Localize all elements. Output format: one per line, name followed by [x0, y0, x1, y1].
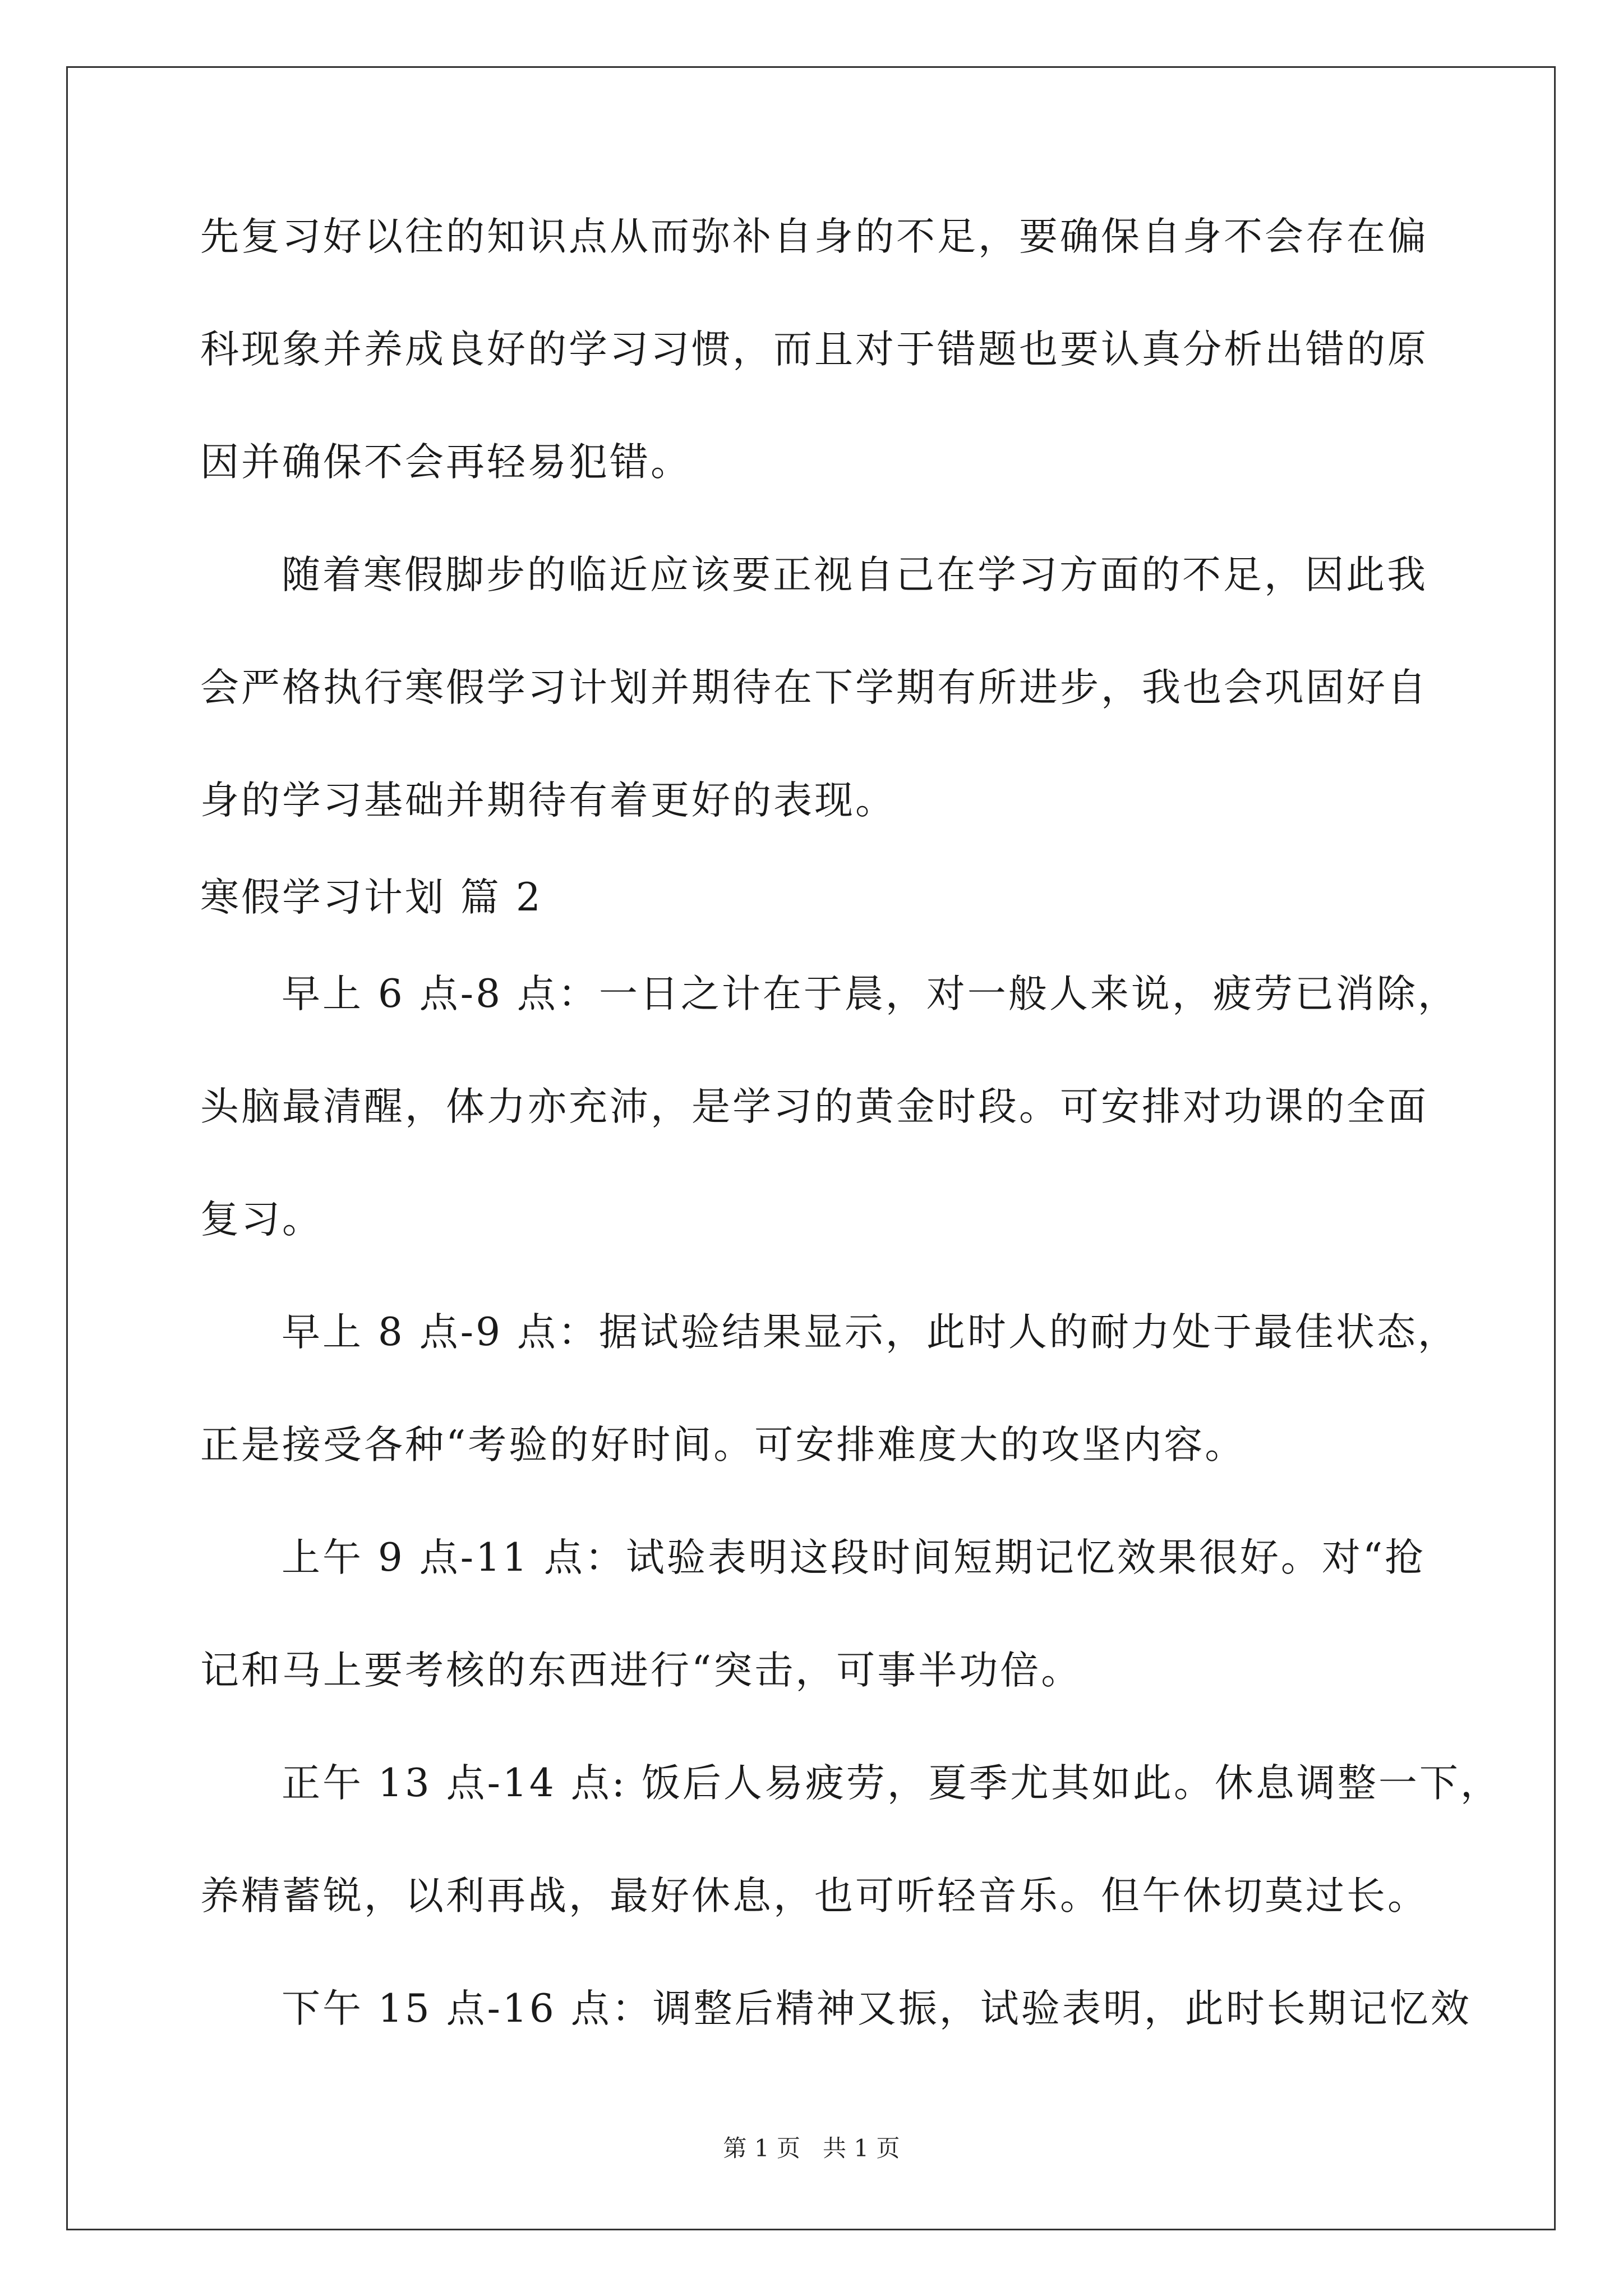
paragraph-4-line-2: 正是接受各种“考验的好时间。可安排难度大的攻坚内容。: [200, 1423, 1246, 1467]
paragraph-5-line-2: 记和马上要考核的东西进行“突击，可事半功倍。: [200, 1648, 1082, 1693]
paragraph-3-line-2: 头脑最清醒，体力亦充沛，是学习的黄金时段。可安排对功课的全面: [200, 1084, 1428, 1129]
paragraph-4-line-1: 早上 8 点-9 点：据试验结果显示，此时人的耐力处于最佳状态，: [282, 1310, 1459, 1355]
paragraph-2-line-1: 随着寒假脚步的临近应该要正视自己在学习方面的不足，因此我: [282, 553, 1428, 597]
page-number-footer: 第 1 页 共 1 页: [723, 2134, 900, 2162]
paragraph-6-line-2: 养精蓄锐，以利再战，最好休息，也可听轻音乐。但午休切莫过长。: [200, 1874, 1428, 1918]
paragraph-5-line-1: 上午 9 点-11 点：试验表明这段时间短期记忆效果很好。对“抢: [282, 1535, 1426, 1580]
paragraph-6-line-1: 正午 13 点-14 点: 饭后人易疲劳，夏季尤其如此。休息调整一下，: [282, 1761, 1501, 1806]
paragraph-1-line-2: 科现象并养成良好的学习习惯，而且对于错题也要认真分析出错的原: [200, 327, 1428, 372]
paragraph-2-line-2: 会严格执行寒假学习计划并期待在下学期有所进步，我也会巩固好自: [200, 665, 1428, 710]
paragraph-3-line-1: 早上 6 点-8 点：一日之计在于晨，对一般人来说，疲劳已消除，: [282, 972, 1459, 1016]
section-heading: 寒假学习计划 篇 2: [200, 875, 543, 920]
paragraph-1-line-1: 先复习好以往的知识点从而弥补自身的不足，要确保自身不会存在偏: [200, 214, 1428, 259]
paragraph-3-line-3: 复习。: [200, 1197, 323, 1242]
paragraph-1-line-3: 因并确保不会再轻易犯错。: [200, 440, 691, 485]
paragraph-2-line-3: 身的学习基础并期待有着更好的表现。: [200, 778, 896, 823]
paragraph-7-line-1: 下午 15 点-16 点：调整后精神又振，试验表明，此时长期记忆效: [282, 1986, 1472, 2031]
